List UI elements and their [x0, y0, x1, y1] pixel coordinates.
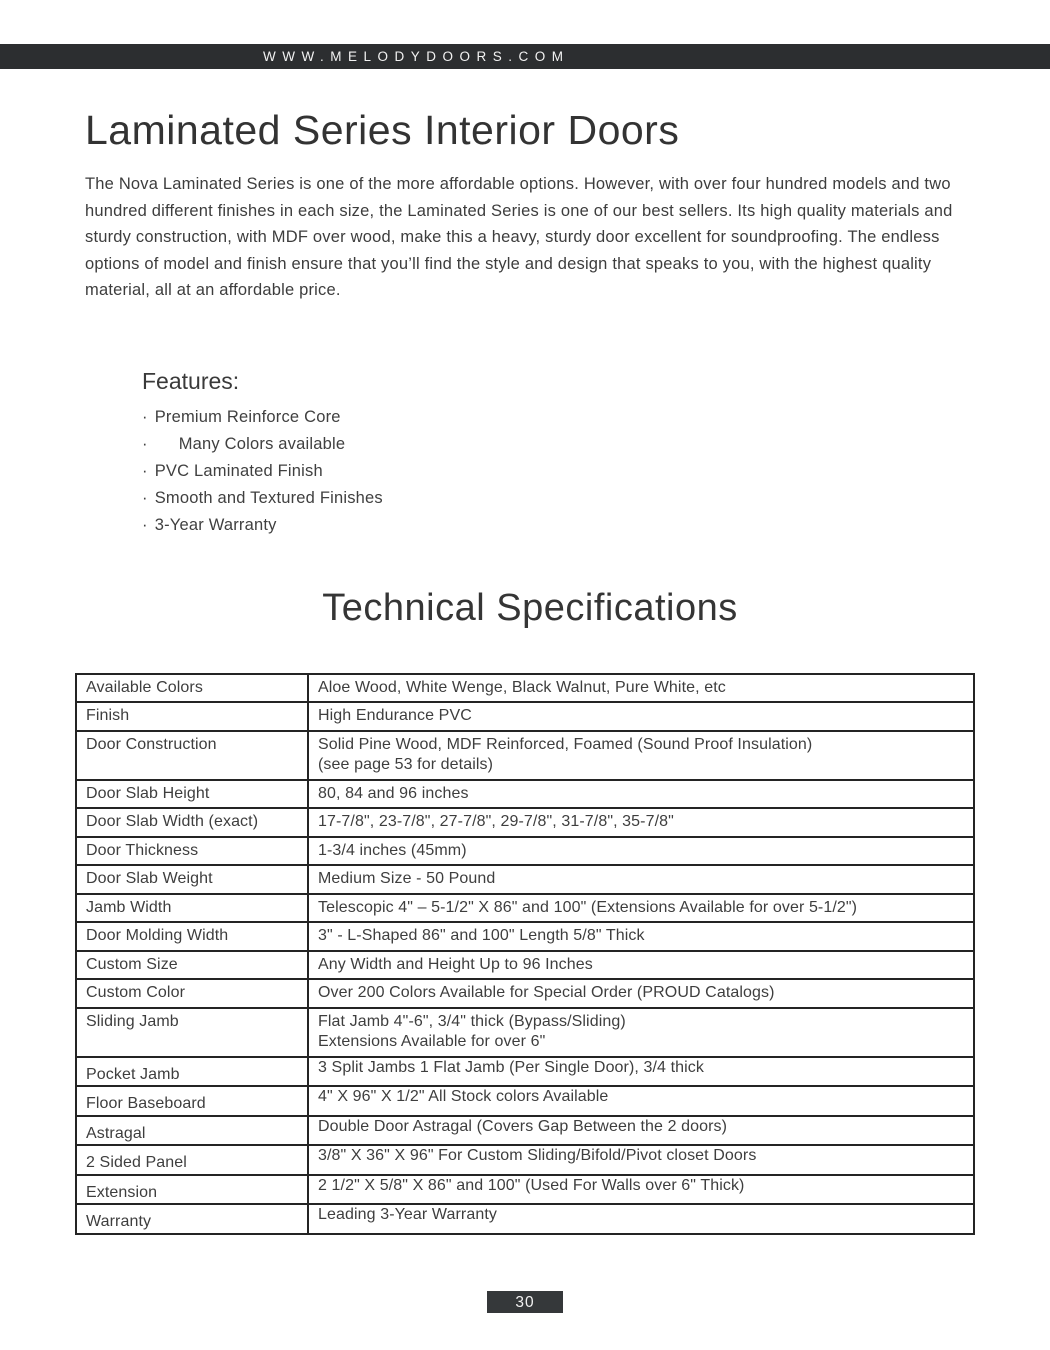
spec-value	[308, 780, 974, 809]
bullet-icon: ·	[142, 434, 148, 453]
spec-value-line: Medium Size - 50 Pound	[318, 870, 496, 887]
feature-item	[142, 512, 975, 539]
spec-row	[76, 780, 974, 809]
feature-item	[142, 404, 975, 431]
spec-label: Door Slab Weight	[76, 865, 308, 894]
spec-value	[308, 1145, 974, 1175]
page-content	[85, 107, 975, 1235]
spec-row	[76, 1145, 974, 1175]
spec-value-line: Any Width and Height Up to 96 Inches	[318, 955, 593, 973]
features-heading: Features:	[142, 367, 240, 394]
spec-value-line: 3/8" X 36" X 96" For Custom Sliding/Bifold/Pivot closet Doors	[318, 1147, 757, 1164]
feature-label: Many Colors available	[178, 434, 346, 453]
spec-label: Door Slab Width (exact)	[76, 808, 308, 837]
spec-value-line: Telescopic 4" – 5-1/2" X 86" and 100" (Extensions Available for over 5-1/2")	[318, 898, 858, 916]
spec-value-line: Double Door Astragal (Covers Gap Between the 2 doors)	[318, 1117, 728, 1135]
bullet-icon: ·	[142, 407, 148, 426]
bullet-icon: ·	[142, 461, 148, 480]
feature-item	[142, 431, 975, 458]
spec-label: Floor Baseboard	[76, 1086, 308, 1116]
spec-label: Door Construction	[76, 731, 308, 780]
specs-table-body	[76, 674, 974, 1234]
spec-row	[76, 894, 974, 923]
features-section	[142, 368, 975, 539]
feature-label: Smooth and Textured Finishes	[154, 488, 383, 507]
spec-label: Pocket Jamb	[76, 1057, 308, 1087]
spec-value-line: 1-3/4 inches (45mm)	[318, 841, 467, 859]
spec-row	[76, 865, 974, 894]
spec-label: Extension	[76, 1175, 308, 1205]
page-title: Laminated Series Interior Doors	[85, 107, 680, 153]
spec-value	[308, 865, 974, 894]
spec-value	[308, 702, 974, 731]
spec-value-line: 3" - L-Shaped 86" and 100" Length 5/8" Thick	[318, 927, 645, 944]
spec-value-line: Extensions Available for over 6"	[318, 1033, 546, 1050]
spec-row	[76, 1116, 974, 1146]
spec-value	[308, 808, 974, 837]
page-number-badge	[487, 1291, 563, 1313]
feature-label: PVC Laminated Finish	[154, 461, 323, 480]
spec-value-line: Leading 3-Year Warranty	[318, 1206, 497, 1223]
spec-label: Sliding Jamb	[76, 1008, 308, 1057]
page-number: 30	[515, 1294, 535, 1311]
feature-label: 3-Year Warranty	[154, 515, 277, 534]
spec-label: Available Colors	[76, 674, 308, 703]
feature-label: Premium Reinforce Core	[154, 407, 341, 426]
spec-value-line: High Endurance PVC	[318, 707, 472, 724]
spec-label: Custom Color	[76, 979, 308, 1008]
spec-value-line: 2 1/2" X 5/8" X 86" and 100" (Used For Walls over 6" Thick)	[318, 1176, 745, 1194]
spec-row	[76, 702, 974, 731]
spec-value-line: Solid Pine Wood, MDF Reinforced, Foamed (Sound Proof Insulation)	[318, 735, 813, 753]
header-bar	[0, 44, 1050, 69]
specs-table	[75, 673, 975, 1235]
spec-value-line: 3 Split Jambs 1 Flat Jamb (Per Single Door), 3/4 thick	[318, 1058, 704, 1076]
spec-label: Door Slab Height	[76, 780, 308, 809]
spec-value	[308, 731, 974, 780]
spec-value	[308, 951, 974, 980]
spec-value-line: 4" X 96" X 1/2" All Stock colors Available	[318, 1088, 609, 1105]
spec-value-line: (see page 53 for details)	[318, 756, 494, 773]
spec-value-line: 17-7/8", 23-7/8", 27-7/8", 29-7/8", 31-7/8", 35-7/8"	[318, 813, 674, 830]
intro-paragraph: The Nova Laminated Series is one of the more affordable options. However, with over four hundred models and two hundred different finishes in each size, the Laminated Series is one of our best sellers. Its high quality materials and sturdy construction, with MDF over wood, make this a heavy, sturdy door excellent for soundproofing. The endless options of model and finish ensure that you’ll find the style and design that speaks to you, with the highest quality material, all at an affordable price.	[85, 175, 953, 299]
spec-value	[308, 894, 974, 923]
spec-row	[76, 1008, 974, 1057]
spec-value	[308, 674, 974, 703]
spec-row	[76, 808, 974, 837]
spec-row	[76, 1086, 974, 1116]
spec-value	[308, 1086, 974, 1116]
feature-item	[142, 458, 975, 485]
spec-row	[76, 1175, 974, 1205]
features-list	[142, 404, 975, 539]
spec-row	[76, 674, 974, 703]
spec-row	[76, 1057, 974, 1087]
spec-value-line: Aloe Wood, White Wenge, Black Walnut, Pure White, etc	[318, 678, 726, 696]
spec-value	[308, 1057, 974, 1087]
spec-value-line: Flat Jamb 4"-6", 3/4" thick (Bypass/Sliding)	[318, 1012, 626, 1030]
spec-row	[76, 979, 974, 1008]
spec-value	[308, 1175, 974, 1205]
spec-value	[308, 1008, 974, 1057]
spec-label: Warranty	[76, 1204, 308, 1234]
spec-value-line: Over 200 Colors Available for Special Order (PROUD Catalogs)	[318, 984, 775, 1001]
spec-label: Door Molding Width	[76, 922, 308, 951]
specs-heading: Technical Specifications	[322, 586, 738, 629]
spec-row	[76, 951, 974, 980]
spec-row	[76, 837, 974, 866]
site-url: WWW.MELODYDOORS.COM	[263, 49, 570, 64]
bullet-icon: ·	[142, 515, 148, 534]
feature-item	[142, 485, 975, 512]
spec-label: Finish	[76, 702, 308, 731]
spec-value	[308, 837, 974, 866]
spec-value	[308, 1204, 974, 1234]
spec-value	[308, 922, 974, 951]
bullet-icon: ·	[142, 488, 148, 507]
spec-label: Door Thickness	[76, 837, 308, 866]
spec-value	[308, 979, 974, 1008]
spec-label: Jamb Width	[76, 894, 308, 923]
spec-value-line: 80, 84 and 96 inches	[318, 784, 469, 802]
spec-row	[76, 731, 974, 780]
spec-row	[76, 1204, 974, 1234]
spec-label: 2 Sided Panel	[76, 1145, 308, 1175]
spec-row	[76, 922, 974, 951]
spec-value	[308, 1116, 974, 1146]
spec-label: Custom Size	[76, 951, 308, 980]
spec-label: Astragal	[76, 1116, 308, 1146]
